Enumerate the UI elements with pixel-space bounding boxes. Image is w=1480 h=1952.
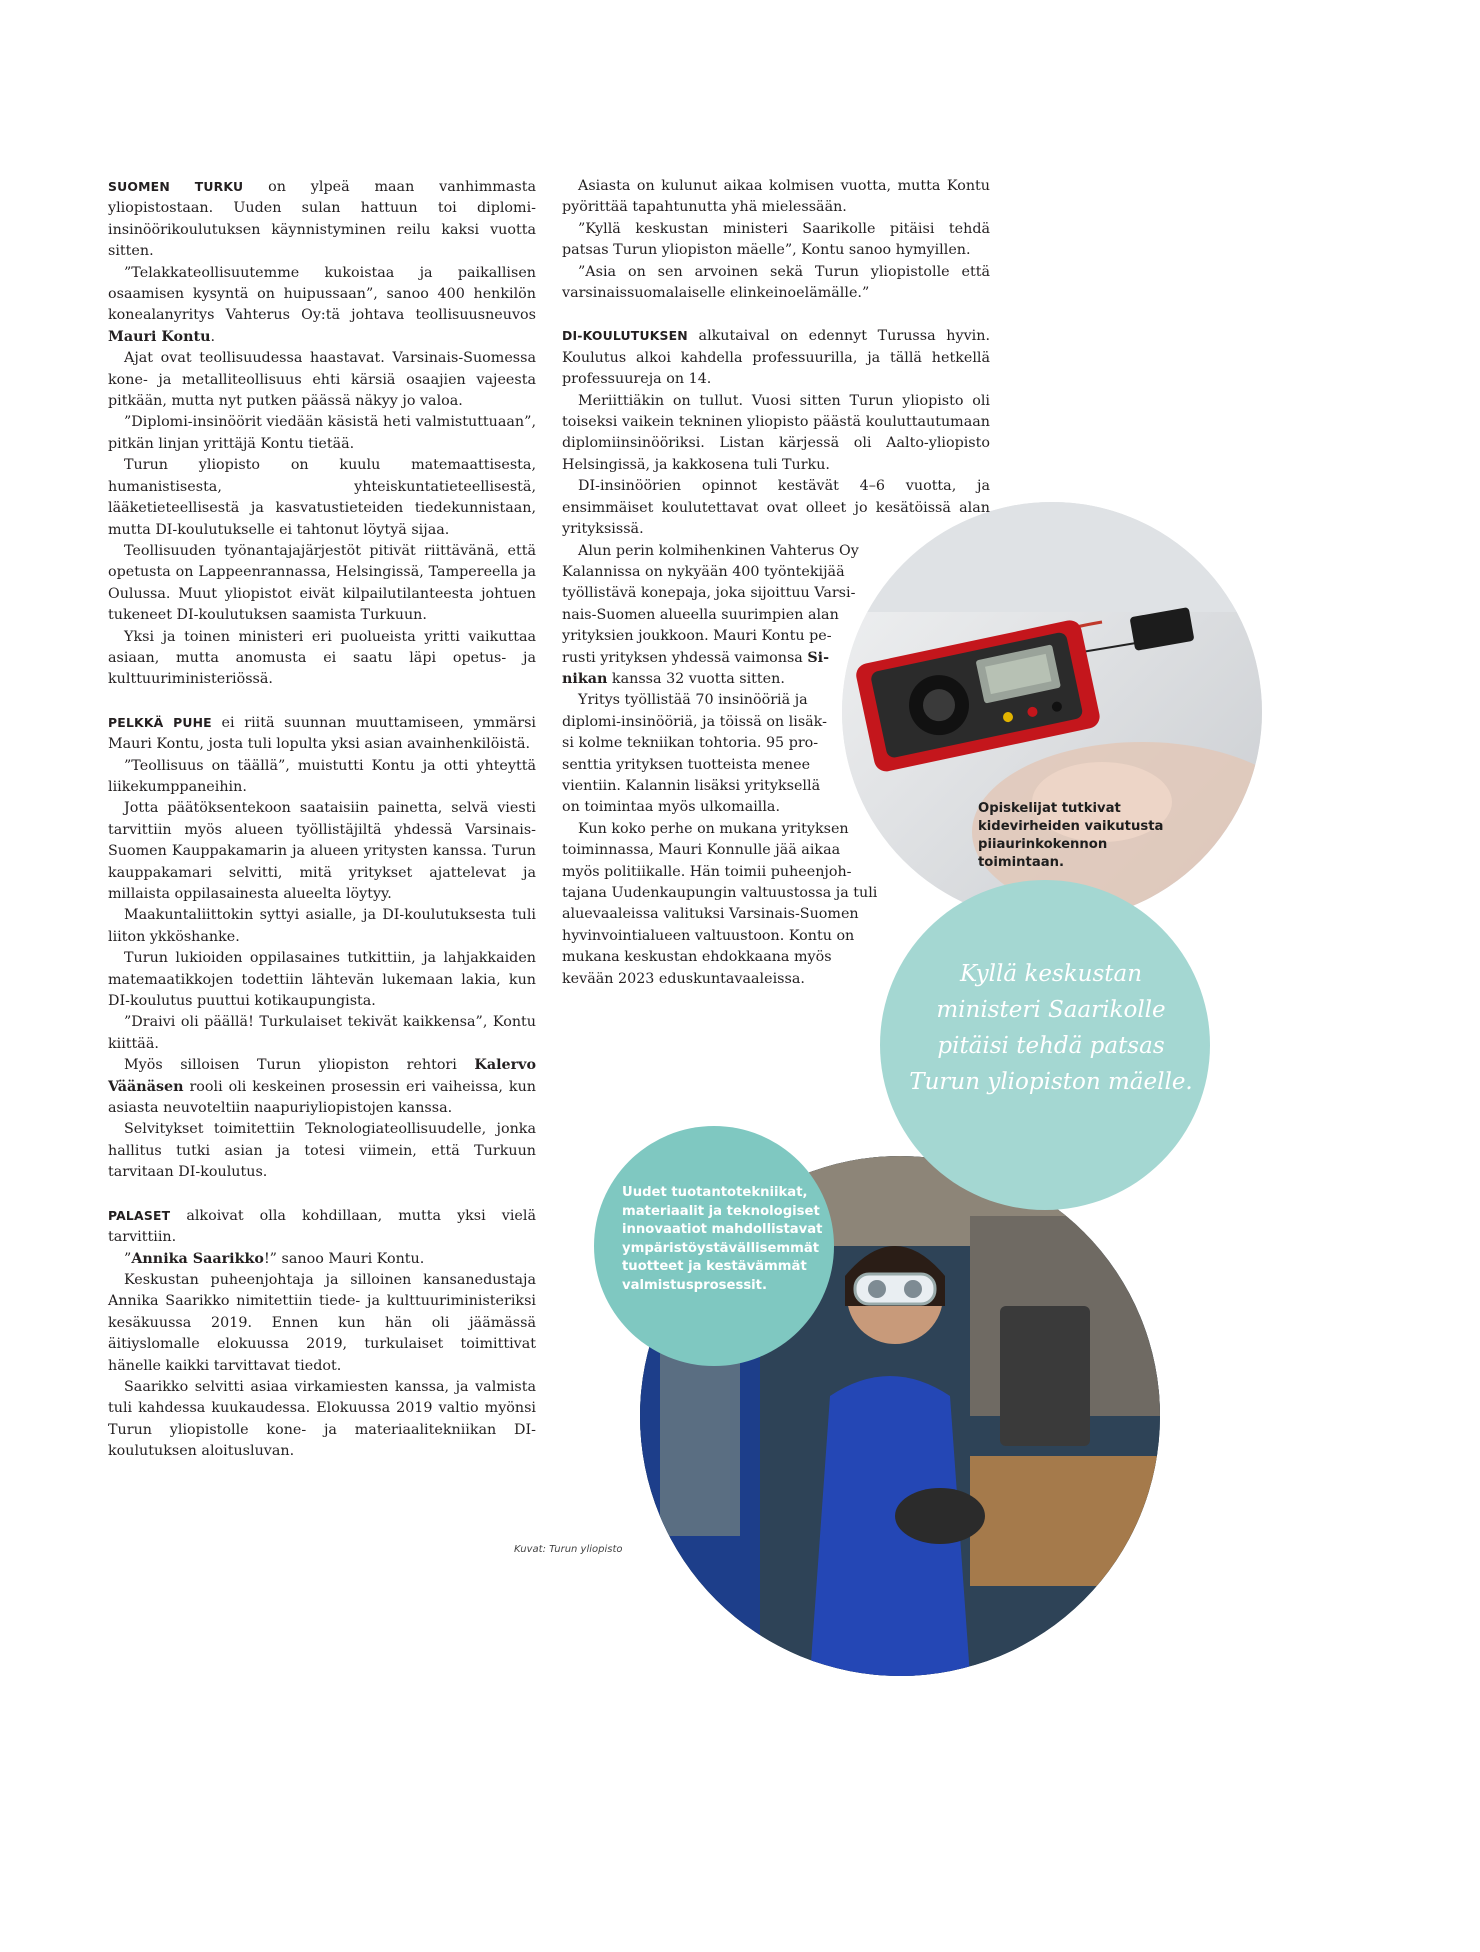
text-line [562, 648, 990, 669]
paragraph-text: ei riitä suunnan muuttamiseen, ymmärsi Mauri Kontu, josta tuli lopulta yksi asian avainhenkilöistä. [108, 714, 536, 753]
paragraph-text: alkutaival on edennyt Turussa hyvin. Koulutus alkoi kahdella professuurilla, ja tällä hetkellä professuureja on 14. [562, 328, 990, 388]
paragraph: Meriittiäkin on tullut. Vuosi sitten Turun yliopisto oli toiseksi vaikein tekninen yliopisto päästä kouluttautumaan diplomiinsinööriksi. Listan kärjessä oli Aalto-yliopisto Helsingissä, ja kakkosena tuli Turku. [562, 392, 990, 473]
text-line: diplomi-insinööriä, ja töissä on lisäk- [562, 713, 827, 730]
text-line: si kolme tekniikan tohtoria. 95 pro- [562, 735, 819, 752]
article-column-right [562, 176, 990, 990]
text-line: kevään 2023 eduskuntavaaleissa. [562, 970, 805, 987]
article-column-left [108, 176, 536, 1463]
text-line: Alun perin kolmihenkinen Vahterus Oy [578, 542, 859, 559]
paragraph-text: !” sanoo Mauri Kontu. [263, 1250, 425, 1267]
photo-caption-factory: Uudet tuotantotekniikat, materiaalit ja teknologiset innovaatiot mahdollistavat ympäristöystävällisemmät tuotteet ja kestävämmät valmistusprosessit. [622, 1185, 823, 1293]
paragraph: Yksi ja toinen ministeri eri puolueista yritti vaikuttaa asiaan, mutta anomusta ei saatu läpi opetus- ja kulttuuriministeriössä. [108, 628, 536, 688]
paragraph: Selvitykset toimitettiin Teknologiateollisuudelle, jonka hallitus tutki asian ja totesi viimein, että Turkuun tarvitaan DI-koulutus. [108, 1121, 536, 1181]
person-name: Mauri Kontu [108, 328, 211, 345]
text-line: nais-Suomen alueella suurimpien alan [562, 606, 839, 623]
paragraph-text: on ylpeä maan vanhimmasta yliopistostaan. Uuden sulan hattuun toi diplomi-insinöörikoulutuksen käynnistyminen reilu kaksi vuotta sitten. [108, 179, 536, 260]
person-name: nikan [562, 670, 608, 687]
text-line: Kun koko perhe on mukana yrityksen [578, 820, 849, 837]
paragraph [108, 712, 536, 756]
person-name: Si- [807, 649, 830, 666]
paragraph: ”Kyllä keskustan ministeri Saarikolle pitäisi tehdä patsas Turun yliopiston mäelle”, Kontu sanoo hymyillen. [562, 220, 990, 259]
paragraph-text: Myös silloisen Turun yliopiston rehtori [124, 1057, 475, 1074]
text-line: senttia yrityksen tuotteista menee [562, 756, 811, 773]
paragraph-text: rooli oli keskeinen prosessin eri vaiheissa, kun asiasta neuvoteltiin naapuriyliopistojen kanssa. [108, 1078, 536, 1117]
section-lead: SUOMEN TURKU [108, 179, 244, 194]
section-lead: PALASET [108, 1207, 171, 1223]
paragraph [108, 1249, 536, 1270]
narrow-text-block [562, 541, 990, 991]
paragraph-text: rusti yrityksen yhdessä vaimonsa [562, 649, 808, 666]
text-line: Kalannissa on nykyään 400 työntekijää [562, 563, 845, 580]
paragraph: Saarikko selvitti asiaa virkamiesten kanssa, ja valmista tuli kahdessa kuukaudessa. Elokuussa 2019 valtio myönsi Turun yliopistolle kone- ja materiaalitekniikan DI-koulutuksen aloitusluvan. [108, 1378, 536, 1460]
paragraph: Turun yliopisto on kuulu matemaattisesta, humanistisesta, yhteiskuntatieteellisestä, lääketieteellisestä ja kasvatustieteiden tiedekunnistaan, mutta DI-koulutukselle ei tahtonut löytyä sijaa. [108, 457, 536, 538]
paragraph: Jotta päätöksentekoon saataisiin painetta, selvä viesti tarvittiin myös alueen työllistäjiltä yhdessä Varsinais-Suomen Kauppakamarin ja alueen yritysten kanssa. Turun kauppakamari selvitti, mitä yritykset ajattelevat ja millaista oppilasainesta alueelta löytyy. [108, 800, 536, 902]
text-line: tajana Uudenkaupungin valtuustossa ja tuli [562, 885, 878, 901]
paragraph: ”Draivi oli päällä! Turkulaiset tekivät kaikkensa”, Kontu kiittää. [108, 1014, 536, 1052]
section-lead: DI-KOULUTUKSEN [562, 328, 688, 344]
paragraph: Keskustan puheenjohtaja ja silloinen kansanedustaja Annika Saarikko nimitettiin tiede- ja kulttuuriministeriksi kesäkuussa 2019. Ennen kun hän oli jäämässä äitiyslomalle elokuussa 2019, turkulaiset toimittivat hänelle kaikki tarvittavat tiedot. [108, 1271, 536, 1374]
text-line: Yritys työllistää 70 insinööriä ja [578, 692, 808, 709]
paragraph: DI-insinöörien opinnot kestävät 4–6 vuotta, ja ensimmäiset koulutettavat ovat olleet jo kesätöissä alan yrityksissä. [562, 478, 990, 538]
paragraph: ”Teollisuus on täällä”, muistutti Kontu ja otti yhteyttä liikekumppaneihin. [108, 757, 536, 795]
paragraph-text: ” [124, 1250, 132, 1267]
photo-credit: Kuvat: Turun yliopisto [514, 1544, 623, 1555]
person-name: Annika Saarikko [131, 1250, 264, 1267]
person-name: Kalervo Väänäsen [108, 1057, 536, 1095]
paragraph [108, 176, 536, 263]
paragraph-text: . [210, 328, 216, 345]
text-line: yrityksien joukkoon. Mauri Kontu pe- [562, 628, 832, 645]
section-lead: PELKKÄ PUHE [108, 714, 212, 730]
paragraph [108, 263, 536, 349]
text-line: työllistävä konepaja, joka sijoittuu Varsi- [562, 585, 856, 602]
photo-caption-lab: Opiskelijat tutkivat kidevirheiden vaikutusta piiaurinkokennon toimintaan. [978, 801, 1164, 870]
text-line: toiminnassa, Mauri Konnulle jää aikaa [562, 842, 841, 859]
paragraph: Ajat ovat teollisuudessa haastavat. Varsinais-Suomessa kone- ja metalliteollisuus ehti kärsiä osaajien vajeesta pitkään, mutta nyt putken päässä näkyy jo valoa. [108, 350, 536, 410]
text-line: mukana keskustan ehdokkaana myös [562, 949, 832, 966]
paragraph: ”Diplomi-insinöörit viedään käsistä heti valmistuttuaan”, pitkän linjan yrittäjä Kontu tietää. [108, 414, 536, 452]
paragraph: Teollisuuden työnantajajärjestöt pitivät riittävänä, että opetusta on Lappeenrannassa, Helsingissä, Tampereella ja Oulussa. Muut yliopistot eivät kilpailutilanteesta johtuen tukeneet DI-koulutuksen saamista Turkuun. [108, 542, 536, 624]
paragraph: ”Asia on sen arvoinen sekä Turun yliopistolle että varsinaissuomalaiselle elinkeinoelämälle.” [562, 263, 990, 302]
paragraph [108, 1055, 536, 1119]
text-line: vientiin. Kalannin lisäksi yrityksellä [562, 777, 821, 794]
paragraph: Turun lukioiden oppilasaines tutkittiin, ja lahjakkaiden matemaatikkojen todettiin lähtevän lukemaan lakia, kun DI-koulutus puuttui kotikaupungista. [108, 950, 536, 1010]
pull-quote: Kyllä keskustan ministeri Saarikolle pitäisi tehdä patsas Turun yliopiston mäelle. [909, 961, 1193, 1095]
paragraph: Asiasta on kulunut aikaa kolmisen vuotta, mutta Kontu pyörittää tapahtunutta yhä mielessään. [562, 178, 990, 216]
text-line [562, 669, 990, 690]
text-line: aluevaaleissa valituksi Varsinais-Suomen [562, 906, 859, 923]
text-line: myös politiikalle. Hän toimii puheenjoh- [562, 863, 852, 880]
paragraph-text: alkoivat olla kohdillaan, mutta yksi vielä tarvittiin. [108, 1207, 536, 1246]
text-line: on toimintaa myös ulkomailla. [562, 799, 780, 816]
paragraph-text: ”Telakkateollisuutemme kukoistaa ja paikallisen osaamisen kysyntä on huipussaan”, sanoo 400 henkilön konealanyritys Vahterus Oy:tä johtava teollisuusneuvos [108, 264, 536, 324]
paragraph [562, 325, 990, 390]
paragraph: Maakuntaliittokin syttyi asialle, ja DI-koulutuksesta tuli liiton ykköshanke. [108, 907, 536, 945]
text-line: hyvinvointialueen valtuustoon. Kontu on [562, 927, 855, 944]
paragraph [108, 1205, 536, 1249]
paragraph-text: kanssa 32 vuotta sitten. [607, 670, 785, 687]
